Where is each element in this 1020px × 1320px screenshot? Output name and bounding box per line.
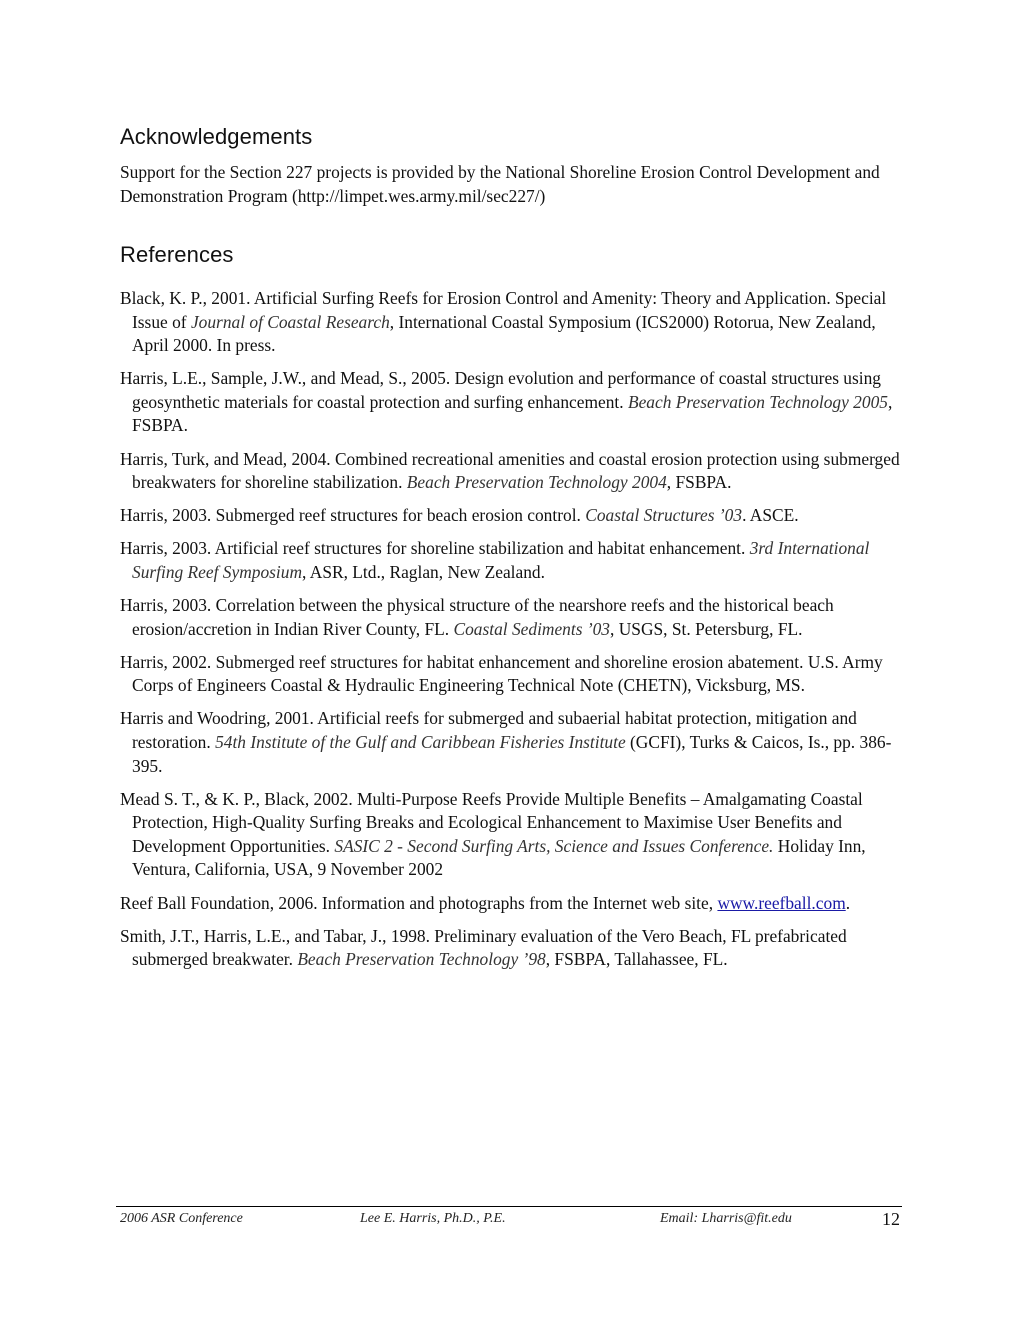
reference-text: Mead S. T., & K. P., Black, 2002. Multi-Purpose Reefs Provide Multiple Benefits – Amalgamating Coastal Protection, High-Quality Surfing Breaks and Ecological Enhancement to Maximise User Benefits and Development Opportunities. (120, 788, 863, 856)
reference-text: Harris, 2003. Artificial reef structures for shoreline stabilization and habitat enhancement. (120, 538, 750, 559)
reference-text: Harris, 2002. Submerged reef structures for habitat enhancement and shoreline erosion abatement. U.S. Army Corps of Engineers Coastal & Hydraulic Engineering Technical Note (CHETN), Vicksburg, MS. (120, 651, 883, 696)
footer-author: Lee E. Harris, Ph.D., P.E. (360, 1211, 506, 1226)
reference-details: , FSBPA. (132, 391, 893, 436)
document-page (120, 0, 900, 1320)
reference-text: Harris, Turk, and Mead, 2004. Combined recreational amenities and coastal erosion protection using submerged breakwaters for shoreline stabilization. (120, 448, 900, 493)
reference-publication: Coastal Sediments ’03 (453, 618, 611, 639)
footer-email: Email: Lharris@fit.edu (660, 1211, 792, 1226)
reference-item (120, 651, 900, 698)
references-heading: References (120, 242, 234, 267)
reference-publication: Journal of Coastal Research (190, 311, 390, 332)
references-list (120, 287, 900, 981)
reference-text: Reef Ball Foundation, 2006. Information and photographs from the Internet web site, (120, 892, 718, 913)
reference-publication: Beach Preservation Technology ’98 (297, 949, 546, 970)
reference-item (120, 504, 900, 528)
reference-details: . ASCE. (742, 505, 799, 526)
reference-publication: 54th Institute of the Gulf and Caribbean Fisheries Institute (215, 732, 626, 752)
reference-publication: Coastal Structures ’03 (585, 505, 743, 526)
reefball-link[interactable]: www.reefball.com (717, 892, 846, 913)
reference-text: Harris, 2003. Submerged reef structures for beach erosion control. (120, 505, 586, 526)
reference-item (120, 448, 900, 495)
reference-item (120, 707, 900, 778)
acknowledgements-heading: Acknowledgements (120, 124, 313, 149)
reference-item (120, 594, 900, 641)
reference-publication: Beach Preservation Technology 2004 (406, 472, 667, 493)
reference-item (120, 537, 900, 584)
reference-text: Smith, J.T., Harris, L.E., and Tabar, J., 1998. Preliminary evaluation of the Vero Beach, FL prefabricated submerged breakwater. (120, 925, 847, 970)
reference-details: , FSBPA. (666, 472, 732, 493)
reference-item (120, 788, 900, 882)
acknowledgements-text: Support for the Section 227 projects is provided by the National Shoreline Erosion Control Development and Demonstration Program (http://limpet.wes.army.mil/sec227/) (120, 162, 880, 206)
reference-text: Harris, L.E., Sample, J.W., and Mead, S., 2005. Design evolution and performance of coastal structures using geosynthetic materials for coastal protection and surfing enhancement. (120, 368, 881, 412)
reference-details: , FSBPA, Tallahassee, FL. (545, 949, 728, 970)
reference-item (120, 892, 900, 916)
reference-details: . (845, 892, 851, 913)
reference-item (120, 367, 900, 438)
reference-publication: Beach Preservation Technology 2005 (627, 391, 888, 412)
reference-publication: SASIC 2 - Second Surfing Arts, Science and Issues Conference. (334, 835, 774, 856)
reference-item (120, 287, 900, 358)
page-footer (116, 1206, 902, 1229)
reference-details: Holiday Inn, Ventura, California, USA, 9 November 2002 (132, 835, 866, 880)
reference-details: , International Coastal Symposium (ICS2000) Rotorua, New Zealand, April 2000. In press. (132, 311, 876, 356)
reference-details: , USGS, St. Petersburg, FL. (610, 618, 803, 639)
reference-text: Harris and Woodring, 2001. Artificial reefs for submerged and subaerial habitat protection, mitigation and restoration. (120, 708, 857, 752)
reference-publication: 3rd International Surfing Reef Symposium (132, 538, 870, 582)
reference-details: (GCFI), Turks & Caicos, Is., pp. 386-395. (132, 732, 892, 776)
reference-text: Harris, 2003. Correlation between the physical structure of the nearshore reefs and the historical beach erosion/accretion in Indian River County, FL. (120, 595, 834, 639)
reference-text: Black, K. P., 2001. Artificial Surfing Reefs for Erosion Control and Amenity: Theory and Application. Special Issue of (120, 288, 887, 332)
reference-item (120, 925, 900, 972)
page-number: 12 (882, 1209, 900, 1229)
footer-conference: 2006 ASR Conference (120, 1211, 243, 1226)
reference-details: , ASR, Ltd., Raglan, New Zealand. (302, 561, 545, 582)
